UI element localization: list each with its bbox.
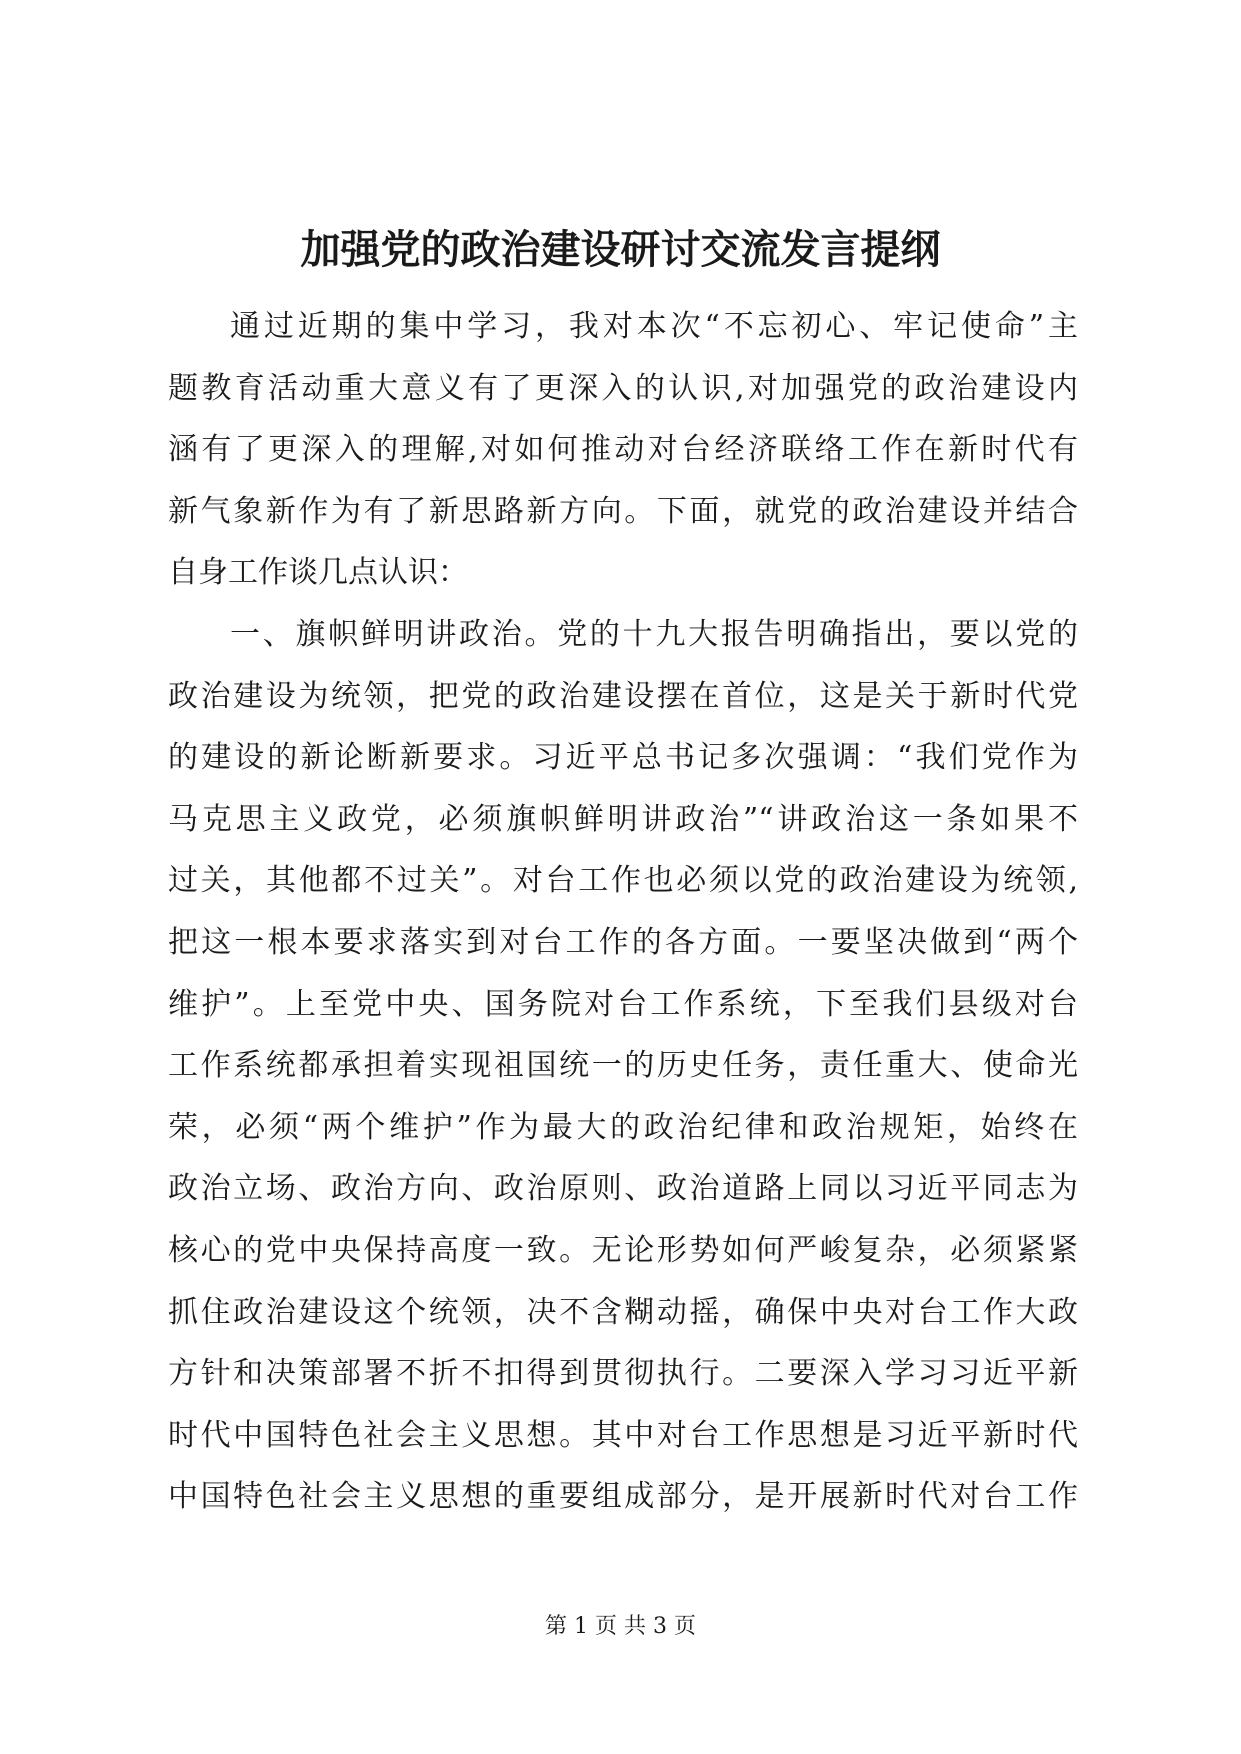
document-body	[168, 296, 1078, 1528]
paragraph-line: 政治建设为统领，把党的政治建设摆在首位，这是关于新时代党	[168, 678, 1078, 714]
paragraph-line: 抓住政治建设这个统领，决不含糊动摇，确保中央对台工作大政	[168, 1294, 1078, 1330]
paragraph-line: 中国特色社会主义思想的重要组成部分，是开展新时代对台工作	[168, 1479, 1078, 1515]
paragraph-line: 时代中国特色社会主义思想。其中对台工作思想是习近平新时代	[168, 1417, 1078, 1453]
paragraph-line: 通过近期的集中学习，我对本次“不忘初心、牢记使命”主	[230, 309, 1078, 344]
paragraph-line: 的建设的新论断新要求。习近平总书记多次强调：“我们党作为	[168, 740, 1078, 776]
paragraph-line: 马克思主义政党，必须旗帜鲜明讲政治”“讲政治这一条如果不	[168, 801, 1078, 837]
paragraph-line: 维护”。上至党中央、国务院对台工作系统，下至我们县级对台	[168, 986, 1078, 1022]
paragraph-line: 新气象新作为有了新思路新方向。下面，就党的政治建设并结合	[168, 493, 1078, 529]
paragraph-line: 一、旗帜鲜明讲政治。党的十九大报告明确指出，要以党的	[230, 616, 1078, 652]
page-number-footer: 第 1 页 共 3 页	[545, 1614, 696, 1639]
paragraph-line: 核心的党中央保持高度一致。无论形势如何严峻复杂，必须紧紧	[168, 1232, 1078, 1268]
paragraph-line: 自身工作谈几点认识：	[168, 555, 468, 591]
paragraph-line: 工作系统都承担着实现祖国统一的历史任务，责任重大、使命光	[168, 1048, 1078, 1084]
paragraph-line: 荣，必须“两个维护”作为最大的政治纪律和政治规矩，始终在	[168, 1109, 1078, 1145]
document-title: 加强党的政治建设研讨交流发言提纲	[300, 226, 941, 273]
paragraph-line: 过关，其他都不过关”。对台工作也必须以党的政治建设为统领,	[168, 863, 1078, 899]
paragraph-line: 涵有了更深入的理解,对如何推动对台经济联络工作在新时代有	[168, 432, 1078, 468]
paragraph-line: 政治立场、政治方向、政治原则、政治道路上同以习近平同志为	[168, 1171, 1078, 1207]
paragraph-line: 方针和决策部署不折不扣得到贯彻执行。二要深入学习习近平新	[168, 1356, 1078, 1392]
paragraph-line: 题教育活动重大意义有了更深入的认识,对加强党的政治建设内	[168, 370, 1078, 406]
paragraph-line: 把这一根本要求落实到对台工作的各方面。一要坚决做到“两个	[168, 924, 1078, 960]
